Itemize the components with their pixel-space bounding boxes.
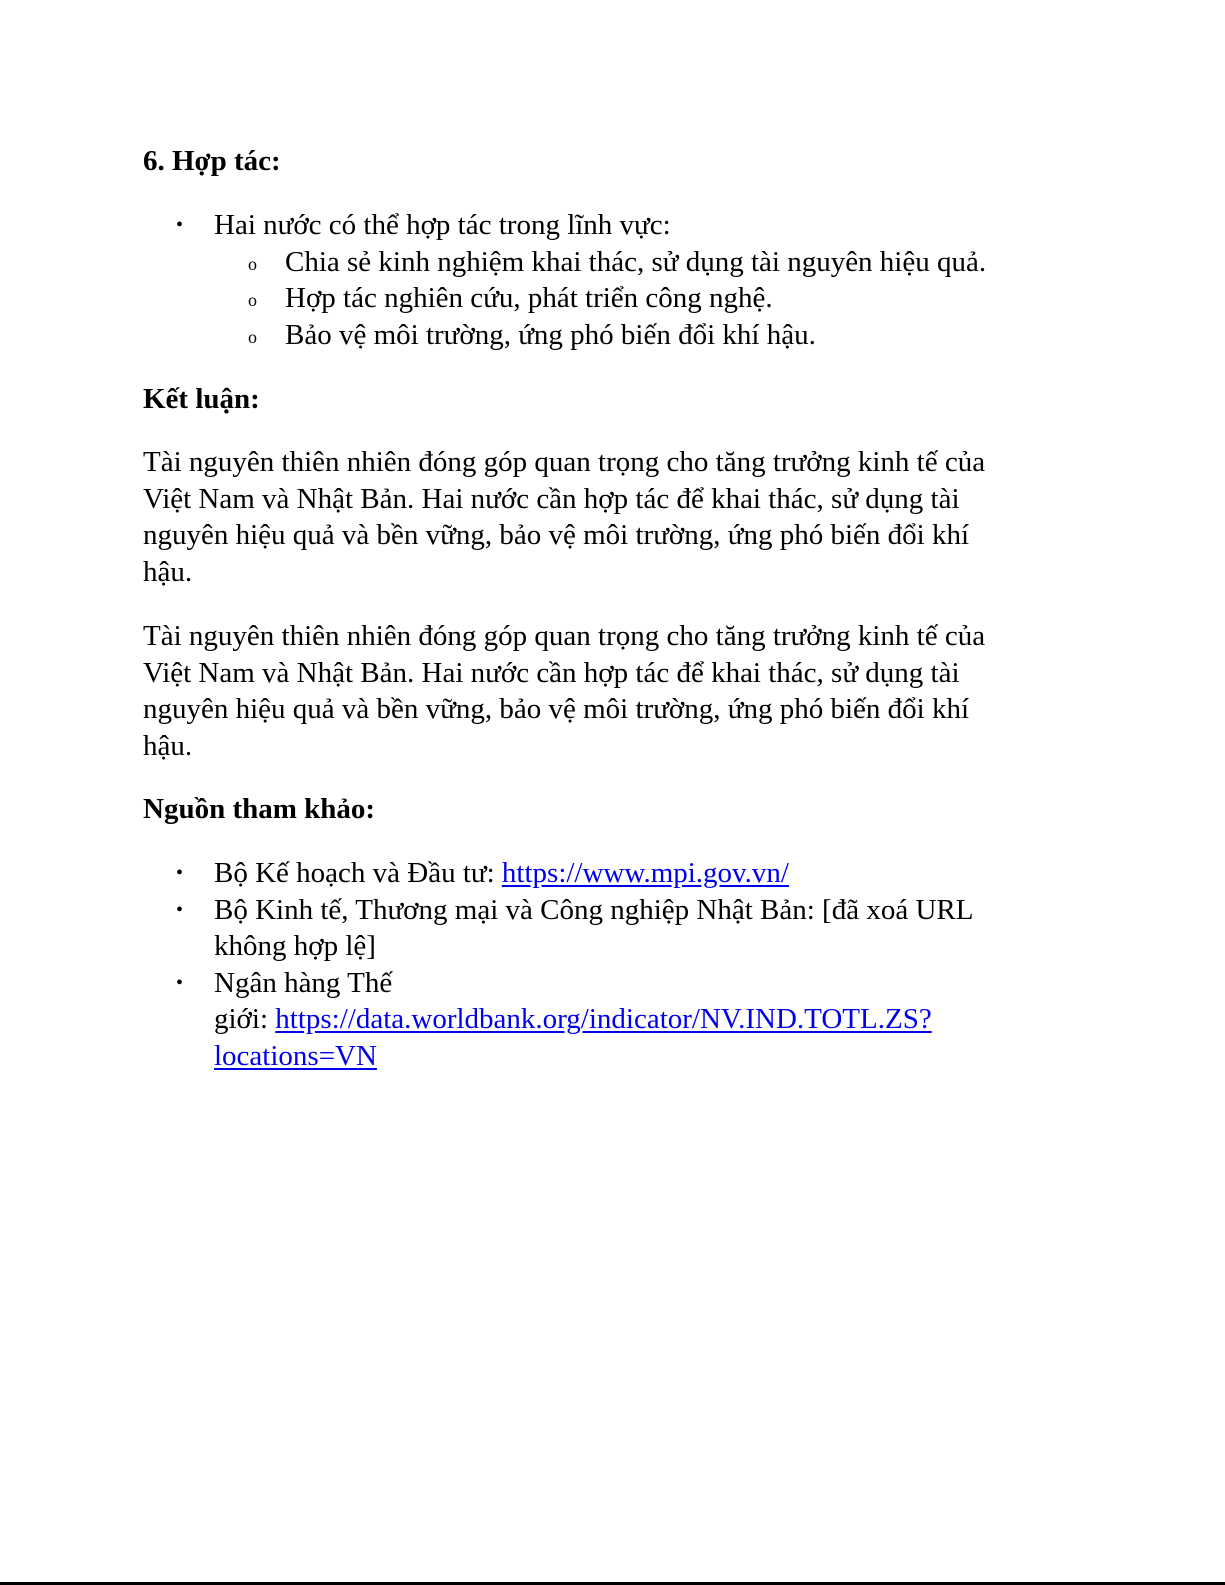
reference-text: Ngân hàng Thế [214,966,393,999]
sub-list-item [0,317,1225,354]
references-list [0,855,1225,1074]
reference-label: Bộ Kế hoạch và Đầu tư: [214,857,502,889]
sub-list-item-text: Hợp tác nghiên cứu, phát triển công nghệ. [285,282,773,314]
list-item [0,207,1225,353]
reference-text [214,1001,1225,1038]
paragraph-line: nguyên hiệu quả và bền vững, bảo vệ môi trường, ứng phó biến đổi khí [143,519,970,551]
circle-bullet-icon: o [248,290,257,310]
sub-list-item-text: Chia sẻ kinh nghiệm khai thác, sử dụng tài nguyên hiệu quả. [285,245,987,278]
paragraph-line: Việt Nam và Nhật Bản. Hai nước cần hợp tác để khai thác, sử dụng tài [143,482,960,515]
section-heading-nguon-tham-khao: Nguồn tham khảo: [143,793,376,825]
worldbank-link-continued[interactable]: locations=VN [214,1039,377,1072]
circle-bullet-icon: o [248,326,257,347]
cooperation-sub-list [0,244,1225,354]
paragraph-line: hậu. [143,729,193,762]
reference-text [214,855,1225,892]
sub-list-item [0,244,1225,281]
reference-item [0,965,1225,1075]
sub-list-item-text: Bảo vệ môi trường, ứng phó biến đổi khí hậu. [285,318,816,351]
conclusion-paragraph-1 [143,444,1093,590]
reference-label: giới: [214,1003,276,1035]
reference-item [0,892,1225,965]
mpi-link[interactable]: https://www.mpi.gov.vn/ [501,857,789,889]
paragraph-line: Tài nguyên thiên nhiên đóng góp quan trọng cho tăng trưởng kinh tế của [143,446,986,478]
paragraph-line: hậu. [143,555,193,588]
bullet-icon: • [176,862,184,884]
sub-list-item [0,280,1225,317]
circle-bullet-icon: o [248,253,257,274]
bullet-icon: • [176,214,184,236]
conclusion-paragraph-2 [143,618,1093,764]
bullet-icon: • [176,898,184,921]
reference-text: không hợp lệ] [214,930,376,962]
reference-text: Bộ Kinh tế, Thương mại và Công nghiệp Nhật Bản: [đã xoá URL [214,893,974,926]
paragraph-line: Tài nguyên thiên nhiên đóng góp quan trọng cho tăng trưởng kinh tế của [143,620,986,652]
cooperation-list [0,207,1225,353]
reference-text [214,1038,1225,1075]
worldbank-link[interactable]: https://data.worldbank.org/indicator/NV.IND.TOTL.ZS? [275,1003,932,1035]
paragraph-line: Việt Nam và Nhật Bản. Hai nước cần hợp tác để khai thác, sử dụng tài [143,656,960,689]
section-heading-ket-luan: Kết luận: [143,383,260,415]
paragraph-line: nguyên hiệu quả và bền vững, bảo vệ môi trường, ứng phó biến đổi khí [143,693,970,725]
section-heading-hop-tac: 6. Hợp tác: [143,145,281,177]
reference-item [0,855,1225,892]
list-item-text: Hai nước có thể hợp tác trong lĩnh vực: [214,209,671,241]
bullet-icon: • [176,971,184,994]
